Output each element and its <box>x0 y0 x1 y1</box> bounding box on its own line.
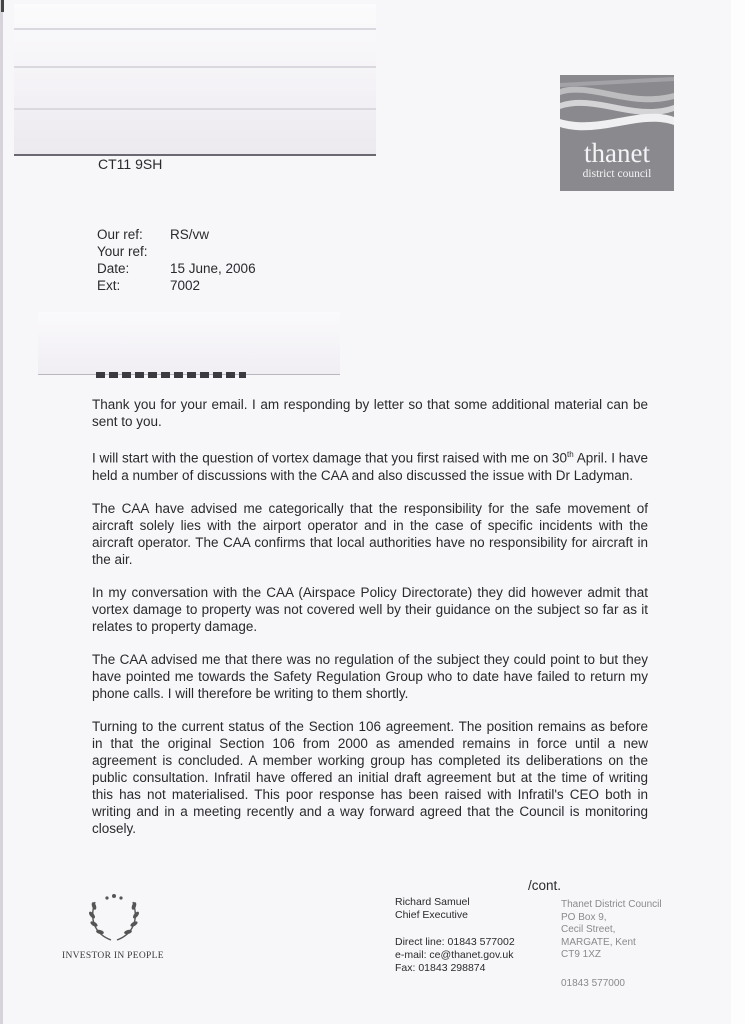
thanet-logo <box>560 75 674 191</box>
redaction-stub <box>96 372 246 378</box>
ref-label: Our ref: <box>97 227 143 242</box>
ref-value: 7002 <box>170 278 201 293</box>
paragraph: Turning to the current status of the Section 106 agreement. The position remains as before in that the original Section 106 from 2000 as amended remains in force until a new agreement is concluded. A member working group has completed its deliberations on the public consultation. Infratil have offered an initial draft agreement but at the time of writing this has not materialised. This poor response has been raised with Infratil's CEO both in writing and in a meeting recently and a way forward agreed that the Council is monitoring closely. <box>92 718 648 836</box>
ref-ext <box>97 277 256 294</box>
paragraph-text: I will start with the question of vortex damage that you first raised with me on 30 <box>92 450 568 466</box>
address-line: PO Box 9, <box>561 911 607 923</box>
redacted-subject-line <box>38 312 340 375</box>
direct-line: Direct line: 01843 577002 <box>395 936 515 948</box>
paragraph: In my conversation with the CAA (Airspace Policy Directorate) they did however admit that vortex damage to property was not covered well by their guidance on the subject so far as it relates to property damage. <box>92 584 648 634</box>
paragraph: Thank you for your email. I am responding by letter so that some additional material can be sent to you. <box>92 397 648 429</box>
ordinal-suffix: th <box>567 450 574 459</box>
investor-in-people-label: INVESTOR IN PEOPLE <box>62 951 164 961</box>
signatory-block <box>395 896 470 922</box>
signatory-name: Richard Samuel <box>395 896 470 908</box>
scan-edge-right <box>731 0 745 1024</box>
council-phone: 01843 577000 <box>561 978 625 989</box>
paragraph: The CAA advised me that there was no regulation of the subject they could point to but they have pointed me towards the Safety Regulation Group who to date have failed to return my phone calls. I will therefore be writing to them shortly. <box>92 651 648 701</box>
contact-block <box>395 936 515 975</box>
ref-date <box>97 260 256 277</box>
redacted-address-block <box>14 4 376 156</box>
recipient-postcode: CT11 9SH <box>98 156 163 172</box>
address-line: Cecil Street, <box>561 924 616 935</box>
address-line: CT9 1XZ <box>561 949 602 960</box>
continued-marker: /cont. <box>528 878 562 893</box>
scan-mark <box>1 0 4 12</box>
paragraph-text: April. I have held a number of discussions with the CAA and also discussed the issue with Dr Ladyman. <box>92 450 649 483</box>
paragraph: The CAA have advised me categorically that the responsibility for the safe movement of aircraft solely lies with the airport operator and in the case of specific incidents with the aircraft operator. The CAA confirms that local authorities have no responsibility for aircraft in the air. <box>92 500 648 567</box>
council-address <box>561 899 662 962</box>
letter-body <box>92 396 648 853</box>
ref-value: RS/vw <box>170 227 210 242</box>
address-line: MARGATE, Kent <box>561 936 636 948</box>
ref-label: Your ref: <box>97 244 148 259</box>
ref-label: Date: <box>97 261 130 276</box>
ref-your <box>97 243 256 260</box>
ref-our <box>97 226 256 243</box>
scan-edge <box>0 0 3 1024</box>
ref-label: Ext: <box>97 278 121 293</box>
email-address: e-mail: ce@thanet.gov.uk <box>395 949 514 961</box>
reference-block <box>97 226 256 294</box>
investor-wreath-icon <box>85 890 143 946</box>
ref-value: 15 June, 2006 <box>170 261 256 276</box>
fax-number: Fax: 01843 298874 <box>395 962 486 974</box>
logo-subtitle: district council <box>582 168 652 180</box>
address-line: Thanet District Council <box>561 899 662 910</box>
signatory-title: Chief Executive <box>395 909 468 921</box>
paragraph <box>92 446 648 484</box>
logo-wordmark: thanet <box>584 138 650 168</box>
